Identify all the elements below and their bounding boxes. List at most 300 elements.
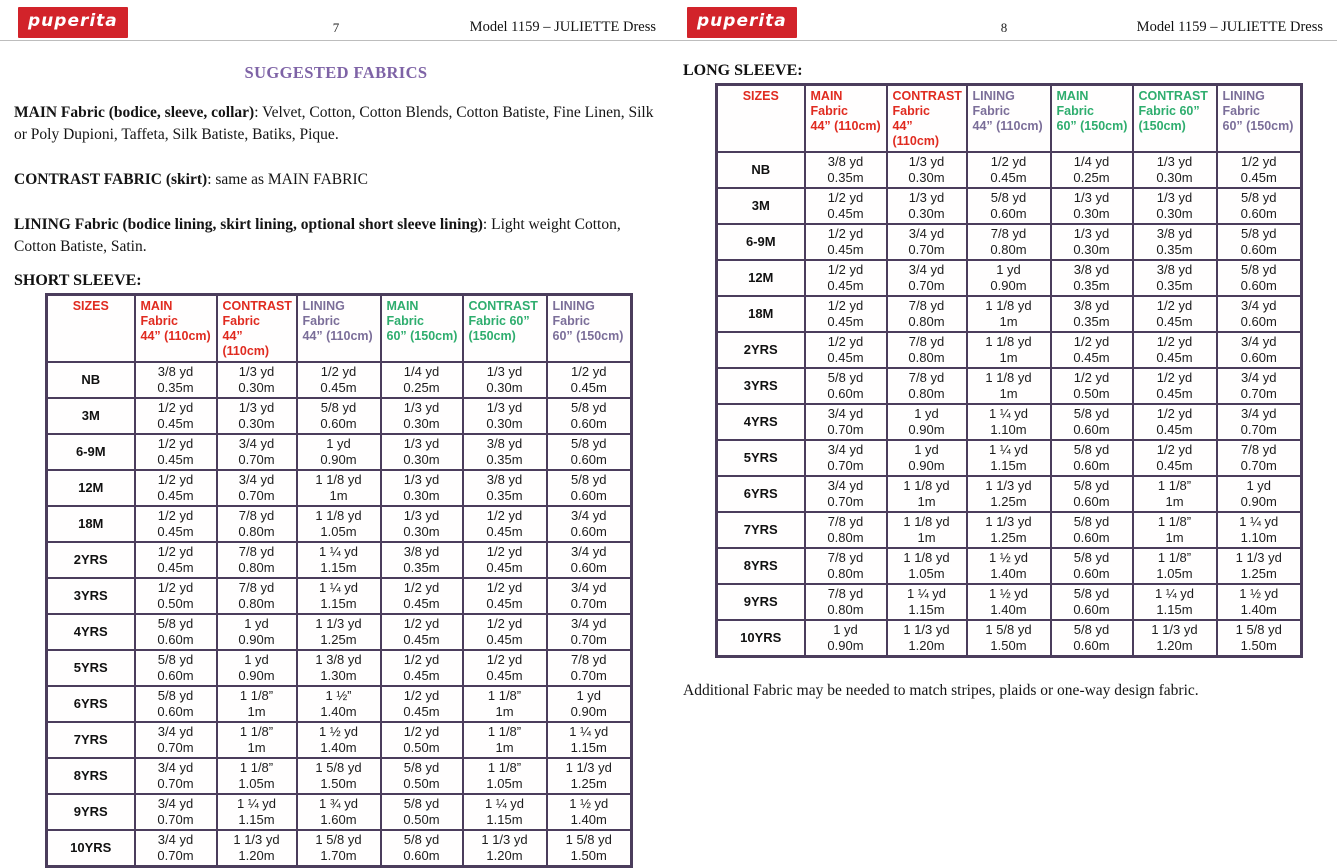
table-row-4yrs bbox=[47, 614, 632, 650]
column-header-line: Fabric bbox=[222, 314, 261, 328]
yardage-cell bbox=[1051, 512, 1133, 548]
fabric-paragraph-lead: CONTRAST FABRIC (skirt) bbox=[14, 171, 208, 188]
meters-value: 1m bbox=[999, 350, 1018, 365]
yardage-cell bbox=[1133, 476, 1217, 512]
column-header-line: MAIN Fabric bbox=[386, 299, 425, 328]
yards-value: 1 1/8” bbox=[1157, 550, 1192, 565]
yards-value: 1/2 yd bbox=[1156, 334, 1193, 349]
yards-value: 5/8 yd bbox=[1241, 190, 1277, 205]
meters-value: 1m bbox=[917, 530, 936, 545]
yardage-cell bbox=[967, 152, 1051, 188]
yards-value: 5/8 yd bbox=[571, 400, 607, 415]
yardage-cell bbox=[1133, 440, 1217, 476]
meters-value: 0.70m bbox=[827, 494, 864, 509]
yardage-cell bbox=[805, 332, 887, 368]
size-cell: 2YRS bbox=[717, 332, 805, 368]
yards-value: 1/2 yd bbox=[827, 262, 864, 277]
column-header-line: 44” (110cm) bbox=[972, 119, 1043, 133]
meters-value: 0.80m bbox=[827, 530, 864, 545]
meters-value: 0.50m bbox=[1073, 386, 1110, 401]
meters-value: 1.70m bbox=[320, 848, 357, 863]
yards-value: 5/8 yd bbox=[403, 760, 440, 775]
meters-value: 0.30m bbox=[403, 416, 440, 431]
column-header-line: 60” (150cm) bbox=[1056, 119, 1128, 133]
column-header-line: 44” (110cm) bbox=[810, 119, 881, 133]
meters-value: 0.90m bbox=[320, 452, 357, 467]
column-header-line: Fabric bbox=[552, 314, 591, 328]
yards-value: 3/4 yd bbox=[827, 478, 864, 493]
meters-value: 1m bbox=[999, 314, 1018, 329]
yards-value: 1 5/8 yd bbox=[315, 760, 362, 775]
yards-value: 1 1/8” bbox=[239, 724, 274, 739]
meters-value: 0.90m bbox=[827, 638, 864, 653]
meters-value: 0.45m bbox=[1156, 422, 1193, 437]
yards-value: 1 ¼ yd bbox=[906, 586, 947, 601]
yards-value: 3/8 yd bbox=[403, 544, 440, 559]
size-cell: 9YRS bbox=[47, 794, 135, 830]
yards-value: 1 yd bbox=[244, 616, 269, 631]
yards-value: 1 1/8 yd bbox=[985, 334, 1032, 349]
yardage-cell bbox=[967, 368, 1051, 404]
column-header-line: LINING bbox=[552, 299, 595, 313]
meters-value: 0.80m bbox=[990, 242, 1027, 257]
meters-value: 0.60m bbox=[157, 632, 194, 647]
yards-value: 1 5/8 yd bbox=[315, 832, 362, 847]
meters-value: 0.60m bbox=[570, 452, 607, 467]
column-header-line: 60” (150cm) bbox=[1222, 119, 1294, 133]
meters-value: 0.80m bbox=[908, 350, 945, 365]
yards-value: 1/2 yd bbox=[1156, 442, 1193, 457]
meters-value: 0.60m bbox=[990, 206, 1027, 221]
meters-value: 1.40m bbox=[570, 812, 607, 827]
yardage-cell bbox=[887, 620, 967, 657]
size-cell: 4YRS bbox=[47, 614, 135, 650]
meters-value: 1.25m bbox=[990, 530, 1027, 545]
yards-value: 1/3 yd bbox=[486, 364, 523, 379]
yards-value: 1 1/3 yd bbox=[1235, 550, 1282, 565]
table-row-12m bbox=[47, 470, 632, 506]
yardage-cell bbox=[463, 794, 547, 830]
yards-value: 3/4 yd bbox=[157, 832, 194, 847]
yards-value: 7/8 yd bbox=[571, 652, 607, 667]
yards-value: 1/3 yd bbox=[403, 436, 440, 451]
yards-value: 1 1/8 yd bbox=[903, 514, 950, 529]
yardage-cell bbox=[297, 650, 381, 686]
yardage-cell bbox=[381, 830, 463, 867]
table-row-2yrs bbox=[717, 332, 1302, 368]
yardage-cell bbox=[463, 614, 547, 650]
yards-value: 1/2 yd bbox=[157, 472, 194, 487]
table-row-9yrs bbox=[47, 794, 632, 830]
yardage-cell bbox=[1217, 332, 1302, 368]
page-7 bbox=[0, 0, 670, 863]
meters-value: 0.60m bbox=[1240, 314, 1277, 329]
yardage-cell bbox=[1217, 512, 1302, 548]
yards-value: 3/4 yd bbox=[827, 406, 864, 421]
yardage-cell bbox=[1051, 296, 1133, 332]
meters-value: 0.70m bbox=[908, 242, 945, 257]
column-header-line: Fabric bbox=[1222, 104, 1261, 118]
yards-value: 1 ¼ yd bbox=[236, 796, 277, 811]
yards-value: 3/4 yd bbox=[908, 262, 945, 277]
size-cell: 3M bbox=[717, 188, 805, 224]
yards-value: 3/4 yd bbox=[827, 442, 864, 457]
meters-value: 1.20m bbox=[238, 848, 275, 863]
yards-value: 1/4 yd bbox=[1073, 154, 1110, 169]
yardage-cell bbox=[887, 404, 967, 440]
meters-value: 0.80m bbox=[827, 566, 864, 581]
yardage-cell bbox=[463, 650, 547, 686]
meters-value: 0.45m bbox=[157, 452, 194, 467]
yardage-cell bbox=[967, 548, 1051, 584]
yards-value: 5/8 yd bbox=[157, 688, 194, 703]
yardage-cell bbox=[297, 794, 381, 830]
size-cell: 3YRS bbox=[717, 368, 805, 404]
meters-value: 0.70m bbox=[1240, 422, 1277, 437]
yards-value: 1/3 yd bbox=[1156, 190, 1193, 205]
meters-value: 0.45m bbox=[827, 242, 864, 257]
table-row-5yrs bbox=[47, 650, 632, 686]
yards-value: 1 ¼ yd bbox=[988, 442, 1029, 457]
yards-value: 1 1/8” bbox=[487, 688, 522, 703]
table-row-nb bbox=[47, 362, 632, 398]
yards-value: 1/3 yd bbox=[908, 154, 945, 169]
column-header-main-60 bbox=[1051, 85, 1133, 153]
yards-value: 1/3 yd bbox=[238, 364, 275, 379]
yards-value: 1 yd bbox=[914, 442, 939, 457]
page-7-header bbox=[14, 0, 658, 42]
yards-value: 1/2 yd bbox=[1073, 370, 1110, 385]
yardage-cell bbox=[1217, 620, 1302, 657]
yards-value: 1 1/3 yd bbox=[565, 760, 612, 775]
meters-value: 0.60m bbox=[1073, 602, 1110, 617]
meters-value: 0.30m bbox=[1156, 170, 1193, 185]
yardage-cell bbox=[547, 794, 632, 830]
meters-value: 1.15m bbox=[320, 596, 357, 611]
yardage-cell bbox=[297, 758, 381, 794]
column-header-line: LINING bbox=[302, 299, 345, 313]
meters-value: 0.90m bbox=[990, 278, 1027, 293]
column-header-line: CONTRAST bbox=[468, 299, 538, 313]
yardage-cell bbox=[887, 512, 967, 548]
table-row-18m bbox=[717, 296, 1302, 332]
yardage-cell bbox=[547, 686, 632, 722]
meters-value: 0.45m bbox=[486, 596, 523, 611]
size-cell: 6YRS bbox=[717, 476, 805, 512]
meters-value: 0.35m bbox=[1156, 278, 1193, 293]
meters-value: 0.30m bbox=[486, 380, 523, 395]
yardage-cell bbox=[1133, 368, 1217, 404]
meters-value: 1.20m bbox=[908, 638, 945, 653]
meters-value: 0.45m bbox=[827, 206, 864, 221]
yards-value: 7/8 yd bbox=[990, 226, 1027, 241]
yardage-cell bbox=[805, 512, 887, 548]
yardage-cell bbox=[381, 470, 463, 506]
column-header-main-44 bbox=[805, 85, 887, 153]
yardage-cell bbox=[135, 614, 217, 650]
yardage-cell bbox=[967, 512, 1051, 548]
yardage-cell bbox=[967, 584, 1051, 620]
yardage-cell bbox=[1051, 188, 1133, 224]
yards-value: 1 ½ yd bbox=[318, 724, 359, 739]
table-row-6yrs bbox=[717, 476, 1302, 512]
meters-value: 1m bbox=[1165, 494, 1184, 509]
yards-value: 1 ½ yd bbox=[988, 550, 1029, 565]
size-cell: 6-9M bbox=[717, 224, 805, 260]
yardage-cell bbox=[887, 548, 967, 584]
yards-value: 1 yd bbox=[833, 622, 858, 637]
meters-value: 0.60m bbox=[827, 386, 864, 401]
yardage-cell bbox=[1051, 620, 1133, 657]
yardage-cell bbox=[1051, 548, 1133, 584]
meters-value: 1.15m bbox=[486, 812, 523, 827]
meters-value: 0.35m bbox=[1156, 242, 1193, 257]
column-header-line: MAIN Fabric bbox=[810, 89, 849, 118]
yards-value: 1/2 yd bbox=[827, 334, 864, 349]
column-header-line: (150cm) bbox=[1138, 119, 1186, 133]
meters-value: 0.45m bbox=[157, 560, 194, 575]
yardage-cell bbox=[381, 362, 463, 398]
column-header-contrast-44 bbox=[887, 85, 967, 153]
yards-value: 1 1/3 yd bbox=[1151, 622, 1198, 637]
table-row-9yrs bbox=[717, 584, 1302, 620]
suggested-fabrics-title: SUGGESTED FABRICS bbox=[244, 63, 428, 82]
yardage-cell bbox=[135, 722, 217, 758]
meters-value: 0.50m bbox=[403, 740, 440, 755]
meters-value: 0.45m bbox=[827, 314, 864, 329]
meters-value: 0.60m bbox=[570, 488, 607, 503]
yards-value: 7/8 yd bbox=[908, 334, 945, 349]
meters-value: 1.25m bbox=[570, 776, 607, 791]
meters-value: 1m bbox=[495, 704, 514, 719]
meters-value: 0.60m bbox=[320, 416, 357, 431]
yardage-cell bbox=[381, 650, 463, 686]
meters-value: 1.50m bbox=[320, 776, 357, 791]
yardage-cell bbox=[1217, 188, 1302, 224]
meters-value: 0.35m bbox=[486, 488, 523, 503]
yards-value: 1 1/3 yd bbox=[903, 622, 950, 637]
yardage-cell bbox=[381, 398, 463, 434]
yardage-cell bbox=[463, 398, 547, 434]
meters-value: 0.70m bbox=[570, 632, 607, 647]
meters-value: 1m bbox=[247, 740, 266, 755]
yards-value: 1 ½ yd bbox=[988, 586, 1029, 601]
yards-value: 1 yd bbox=[1246, 478, 1272, 493]
yardage-cell bbox=[135, 758, 217, 794]
yards-value: 1 ¾ yd bbox=[318, 796, 359, 811]
meters-value: 0.45m bbox=[157, 524, 194, 539]
column-header-line: CONTRAST bbox=[892, 89, 962, 103]
yards-value: 3/8 yd bbox=[486, 472, 523, 487]
meters-value: 0.60m bbox=[1240, 206, 1277, 221]
yardage-cell bbox=[1217, 584, 1302, 620]
yardage-cell bbox=[217, 830, 297, 867]
column-header-lining-60 bbox=[547, 295, 632, 363]
yards-value: 5/8 yd bbox=[157, 652, 194, 667]
yards-value: 1 yd bbox=[244, 652, 269, 667]
table-row-6-9m bbox=[717, 224, 1302, 260]
yardage-cell bbox=[1217, 476, 1302, 512]
size-cell: NB bbox=[47, 362, 135, 398]
yardage-cell bbox=[217, 362, 297, 398]
yardage-cell bbox=[463, 542, 547, 578]
table-row-nb bbox=[717, 152, 1302, 188]
meters-value: 0.70m bbox=[1240, 386, 1277, 401]
yards-value: 1/2 yd bbox=[486, 544, 523, 559]
yardage-cell bbox=[1051, 404, 1133, 440]
document-title: Model 1159 – JULIETTE Dress bbox=[1136, 19, 1323, 35]
yardage-cell bbox=[463, 434, 547, 470]
yards-value: 1 1/8” bbox=[1157, 478, 1192, 493]
yardage-cell bbox=[381, 794, 463, 830]
table-row-3m bbox=[47, 398, 632, 434]
meters-value: 0.60m bbox=[1073, 566, 1110, 581]
meters-value: 1.60m bbox=[320, 812, 357, 827]
yards-value: 1 yd bbox=[996, 262, 1021, 277]
yardage-cell bbox=[381, 614, 463, 650]
yards-value: 1 1/8” bbox=[239, 688, 274, 703]
meters-value: 1.50m bbox=[1240, 638, 1277, 653]
yards-value: 3/4 yd bbox=[571, 580, 607, 595]
yards-value: 5/8 yd bbox=[1073, 550, 1110, 565]
page-8-header bbox=[683, 0, 1325, 42]
yardage-cell bbox=[887, 260, 967, 296]
yards-value: 1/2 yd bbox=[157, 400, 194, 415]
yards-value: 1 yd bbox=[914, 406, 939, 421]
meters-value: 0.90m bbox=[238, 668, 275, 683]
yards-value: 3/4 yd bbox=[1241, 298, 1277, 313]
column-header-line: SIZES bbox=[742, 89, 779, 103]
yardage-cell bbox=[1217, 440, 1302, 476]
yardage-cell bbox=[297, 830, 381, 867]
yardage-cell bbox=[1051, 260, 1133, 296]
yards-value: 7/8 yd bbox=[827, 586, 864, 601]
meters-value: 0.60m bbox=[570, 560, 607, 575]
meters-value: 1.25m bbox=[320, 632, 357, 647]
meters-value: 0.45m bbox=[486, 632, 523, 647]
meters-value: 1.40m bbox=[990, 602, 1027, 617]
yards-value: 5/8 yd bbox=[571, 436, 607, 451]
meters-value: 1.30m bbox=[320, 668, 357, 683]
yardage-cell bbox=[547, 578, 632, 614]
yardage-cell bbox=[217, 722, 297, 758]
column-header-line: Fabric bbox=[972, 104, 1011, 118]
yards-value: 1/2 yd bbox=[157, 508, 194, 523]
yards-value: 1/2 yd bbox=[990, 154, 1027, 169]
yards-value: 3/4 yd bbox=[571, 616, 607, 631]
yardage-cell bbox=[1133, 404, 1217, 440]
yardage-cell bbox=[135, 362, 217, 398]
meters-value: 1.40m bbox=[320, 740, 357, 755]
meters-value: 0.45m bbox=[1156, 314, 1193, 329]
yardage-cell bbox=[887, 188, 967, 224]
meters-value: 0.45m bbox=[1073, 350, 1110, 365]
meters-value: 0.45m bbox=[1156, 350, 1193, 365]
meters-value: 0.30m bbox=[486, 416, 523, 431]
yardage-cell bbox=[547, 650, 632, 686]
size-cell: NB bbox=[717, 152, 805, 188]
size-cell: 18M bbox=[717, 296, 805, 332]
yards-value: 7/8 yd bbox=[238, 508, 275, 523]
yards-value: 5/8 yd bbox=[1241, 226, 1277, 241]
yards-value: 5/8 yd bbox=[157, 616, 194, 631]
meters-value: 0.45m bbox=[1240, 170, 1277, 185]
yardage-cell bbox=[381, 506, 463, 542]
meters-value: 0.30m bbox=[403, 488, 440, 503]
yards-value: 1/3 yd bbox=[403, 400, 440, 415]
page-number: 7 bbox=[332, 20, 340, 35]
yards-value: 3/8 yd bbox=[1156, 262, 1193, 277]
yards-value: 1 yd bbox=[576, 688, 602, 703]
table-row-12m bbox=[717, 260, 1302, 296]
yards-value: 1 1/3 yd bbox=[233, 832, 280, 847]
meters-value: 0.35m bbox=[157, 380, 194, 395]
yards-value: 3/4 yd bbox=[157, 796, 194, 811]
yards-value: 1 1/8 yd bbox=[985, 298, 1032, 313]
yards-value: 1/2 yd bbox=[157, 436, 194, 451]
yardage-cell bbox=[1051, 152, 1133, 188]
yardage-cell bbox=[217, 434, 297, 470]
meters-value: 0.60m bbox=[1073, 638, 1110, 653]
yardage-cell bbox=[887, 152, 967, 188]
additional-fabric-note: Additional Fabric may be needed to match stripes, plaids or one-way design fabric. bbox=[683, 682, 1199, 699]
yardage-cell bbox=[967, 404, 1051, 440]
fabric-paragraph: LINING Fabric (bodice lining, skirt lining, optional short sleeve lining): Light weight Cotton, Cotton Batiste, Satin. bbox=[14, 216, 621, 255]
yardage-cell bbox=[297, 398, 381, 434]
yardage-cell bbox=[887, 332, 967, 368]
yards-value: 1/2 yd bbox=[486, 580, 523, 595]
yardage-cell bbox=[805, 584, 887, 620]
document-title: Model 1159 – JULIETTE Dress bbox=[469, 19, 656, 35]
yardage-cell bbox=[1217, 296, 1302, 332]
yardage-cell bbox=[1133, 620, 1217, 657]
yardage-cell bbox=[135, 398, 217, 434]
yardage-cell bbox=[547, 542, 632, 578]
fabric-description-block bbox=[14, 102, 658, 258]
yardage-cell bbox=[135, 686, 217, 722]
yards-value: 1 1/3 yd bbox=[315, 616, 362, 631]
table-row-7yrs bbox=[717, 512, 1302, 548]
yards-value: 3/8 yd bbox=[1073, 298, 1110, 313]
yardage-cell bbox=[297, 542, 381, 578]
fabric-paragraph-lead: LINING Fabric (bodice lining, skirt lining, optional short sleeve lining) bbox=[14, 216, 483, 233]
size-cell: 12M bbox=[47, 470, 135, 506]
column-header-line: 60” (150cm) bbox=[552, 329, 624, 343]
meters-value: 0.25m bbox=[403, 380, 440, 395]
yards-value: 1 1/8” bbox=[239, 760, 274, 775]
yards-value: 1 ¼ yd bbox=[1154, 586, 1195, 601]
yards-value: 1 yd bbox=[326, 436, 351, 451]
meters-value: 1.40m bbox=[320, 704, 357, 719]
column-header-sizes bbox=[717, 85, 805, 153]
yards-value: 1 1/8 yd bbox=[315, 508, 362, 523]
meters-value: 0.70m bbox=[238, 452, 275, 467]
yards-value: 5/8 yd bbox=[1073, 442, 1110, 457]
yardage-cell bbox=[967, 332, 1051, 368]
meters-value: 0.70m bbox=[827, 458, 864, 473]
table-row-10yrs bbox=[47, 830, 632, 867]
meters-value: 0.35m bbox=[1073, 314, 1110, 329]
meters-value: 0.60m bbox=[1073, 494, 1110, 509]
table-row-5yrs bbox=[717, 440, 1302, 476]
column-header-line: CONTRAST bbox=[1138, 89, 1208, 103]
meters-value: 0.30m bbox=[403, 452, 440, 467]
column-header-lining-60 bbox=[1217, 85, 1302, 153]
meters-value: 1.15m bbox=[320, 560, 357, 575]
yards-value: 1 5/8 yd bbox=[1235, 622, 1282, 637]
yards-value: 1/3 yd bbox=[238, 400, 275, 415]
meters-value: 0.30m bbox=[1156, 206, 1193, 221]
